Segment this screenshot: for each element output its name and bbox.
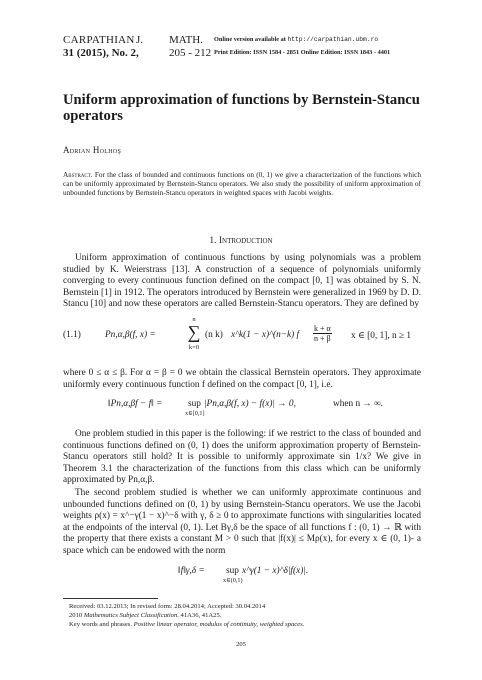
eq1-cond: x ∈ [0, 1], n ≥ 1	[351, 331, 412, 341]
online-url[interactable]: http://carpathian.ubm.ro	[287, 36, 379, 43]
journal-header	[63, 34, 211, 60]
eq1-lhs: Pn,α,β(f, x) =	[105, 330, 156, 340]
eq1-binom: (n k)	[205, 330, 223, 340]
print-edition: Print Edition: ISSN 1584 - 2851 Online Edition: ISSN 1843 - 4401	[214, 49, 391, 56]
journal-pages: 205 - 212	[169, 47, 212, 59]
journal-name: CARPATHIAN	[63, 34, 135, 46]
footnote-msc: 2010 Mathematics Subject Classification. 41A36, 41A25.	[69, 612, 222, 620]
eq2-cond: when n → ∞.	[333, 399, 384, 409]
eq2-rhs: |Pn,α,β(f, x) − f(x)| → 0,	[204, 399, 296, 409]
abstract-label: Abstract.	[63, 170, 93, 179]
journal-abbr-j: J.	[136, 34, 144, 46]
journal-volume: 31 (2015), No. 2,	[63, 47, 139, 59]
sum-symbol: ∑	[187, 322, 201, 342]
intro-paragraph-2: where 0 ≤ α ≤ β. For α = β = 0 we obtain the classical Bernstein operators. They approximate uniformly every continuous function f defined on the compact [0, 1], i.e.	[63, 368, 421, 390]
eq2-sup-sub: x∈[0,1]	[185, 410, 205, 417]
equation-1-1-label: (1.1)	[63, 330, 81, 340]
eq1-frac-num: k + α	[314, 324, 331, 333]
abstract-text: For the class of bounded and continuous functions on (0, 1) we give a characterization of the functions which can be uniformly approximated by Bernstein-Stancu operators. We also study the possibility of uniform approximation of unbounded functions by Bernstein-Stancu operators in weighted spaces with Jacobi weights.	[63, 170, 421, 198]
eq1-middle: x^k(1 − x)^(n−k) f	[231, 330, 300, 340]
abstract	[63, 170, 421, 197]
intro-paragraph-4: The second problem studied is whether we can uniformly approximate continuous and unbounded functions defined on (0, 1) by using Bernstein-Stancu operators. We use the Jacobi weights ρ(x) = x^−γ(1 − x)^−δ with γ, δ ≥ 0 to approximate functions with singularities located at the endpoints of the interval (0, 1). Let Bγ,δ be the space of all functions f : (0, 1) → ℝ with the property that there exists a constant M > 0 such that |f(x)| ≤ Mρ(x), for every x ∈ (0, 1)- a space which can be endowed with the norm	[63, 488, 421, 556]
eq3-rhs: x^γ(1 − x)^δ|f(x)|.	[242, 566, 309, 576]
eq1-frac-den: n + β	[314, 334, 331, 343]
section-title: 1. Introduction	[209, 236, 273, 246]
eq1-fraction	[313, 324, 332, 343]
equation-2	[108, 399, 408, 423]
intro-paragraph-1: Uniform approximation of continuous functions by using polynomials was a problem studied by K. Weierstrass [13]. A construction of a sequence of polynomials uniformly converging to every continuous function defined on the compact [0, 1] was obtained by S. N. Bernstein [1] in 1912. The operators introduced by Bernstein were generalized in 1969 by D. D. Stancu [10] and now these operators are called Bernstein-Stancu operators. They are defined by	[63, 253, 421, 310]
eq1-sum-top: n	[192, 316, 196, 323]
eq3-lhs: ‖f‖γ,δ =	[178, 566, 205, 576]
paper-author: Adrian Holhoş	[63, 145, 122, 155]
equation-3	[178, 566, 378, 590]
page-number: 205	[236, 641, 246, 648]
equation-1-1	[105, 316, 412, 352]
footnote-rule	[63, 598, 158, 599]
online-version: Online version available at http://carpathian.ubm.ro	[214, 36, 379, 43]
footnote	[69, 602, 304, 630]
eq2-lhs: ‖Pn,α,βf − f‖ =	[108, 399, 163, 409]
footnote-dates: Received: 03.12.2013; In revised form: 28.04.2014; Accepted: 30.04.2014	[69, 603, 266, 610]
paper-title: Uniform approximation of functions by Bernstein-Stancu operators	[63, 92, 420, 124]
eq3-sup-sub: x∈(0,1)	[223, 577, 243, 584]
journal-abbr-math: MATH.	[169, 34, 203, 46]
eq3-sup: sup	[226, 566, 239, 576]
eq1-sum-bottom: k=0	[188, 344, 200, 351]
intro-paragraph-3: One problem studied in this paper is the following: if we restrict to the class of bounded and continuous functions defined on (0, 1) does the uniform approximation property of Bernstein-Stancu operators still hold? It is possible to uniformly approximate sin 1/x? We give in Theorem 3.1 the characterization of the functions from this class which can be uniformly approximated by Pn,α,β.	[63, 429, 421, 486]
footnote-keywords: Key words and phrases. Positive linear operator, modulus of continuity, weighted spaces.	[69, 621, 305, 629]
eq2-sup: sup	[188, 399, 201, 409]
